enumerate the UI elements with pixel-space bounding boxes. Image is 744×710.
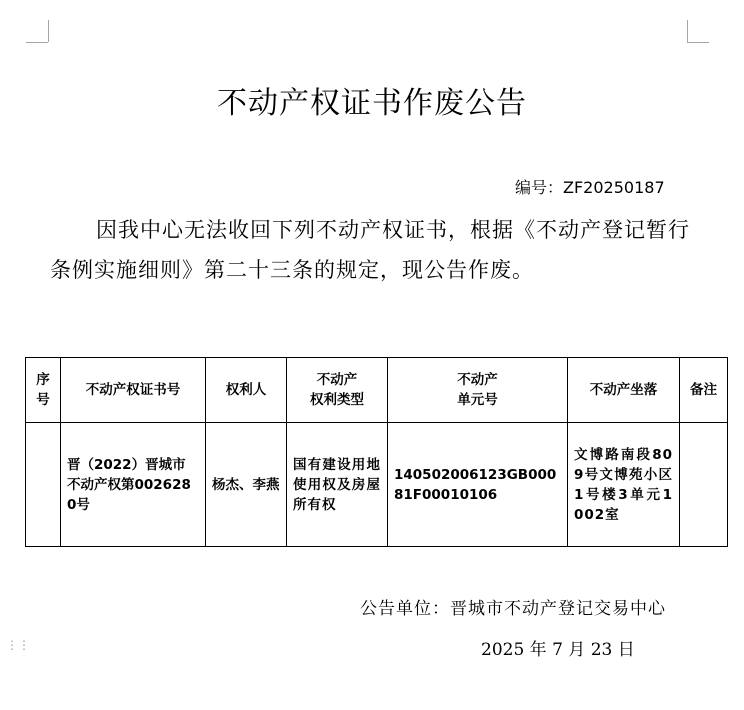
drag-handle-icon[interactable]: ⋮⋮ xyxy=(6,638,30,652)
issuer-label: 公告单位： xyxy=(360,599,450,619)
header-holder: 权利人 xyxy=(206,358,287,423)
crop-mark-top-left-vertical xyxy=(48,20,49,42)
document-number-value: ZF20250187 xyxy=(563,178,665,197)
header-seq: 序号 xyxy=(26,358,61,423)
document-title: 不动产权证书作废公告 xyxy=(217,86,527,121)
document-number-label: 编号： xyxy=(515,178,564,197)
cell-location: 文博路南段809号文博苑小区1号楼3单元1002室 xyxy=(568,423,680,547)
header-right-type: 不动产 权利类型 xyxy=(287,358,388,423)
issuer-name: 晋城市不动产登记交易中心 xyxy=(450,599,666,619)
header-remarks: 备注 xyxy=(680,358,728,423)
header-location: 不动产坐落 xyxy=(568,358,680,423)
announcement-body: 因我中心无法收回下列不动产权证书，根据《不动产登记暂行条例实施细则》第二十三条的规定，现公告作废。 xyxy=(50,218,690,282)
cell-cert-no: 晋（2022）晋城市不动产权第0026280号 xyxy=(61,423,206,547)
announcement-date: 2025 年 7 月 23 日 xyxy=(481,640,635,660)
issuer-line xyxy=(360,598,666,620)
crop-mark-top-right-vertical xyxy=(687,20,688,42)
header-cert-no: 不动产权证书号 xyxy=(61,358,206,423)
cell-unit-no: 140502006123GB00081F00010106 xyxy=(388,423,568,547)
cell-seq xyxy=(26,423,61,547)
header-unit-no: 不动产 单元号 xyxy=(388,358,568,423)
document-number xyxy=(515,178,665,198)
cell-right-type: 国有建设用地使用权及房屋所有权 xyxy=(287,423,388,547)
crop-mark-top-left-horizontal xyxy=(26,42,48,43)
cell-remarks xyxy=(680,423,728,547)
table-row xyxy=(26,423,728,547)
cell-holder: 杨杰、李燕 xyxy=(206,423,287,547)
certificate-table xyxy=(25,357,728,547)
crop-mark-top-right-horizontal xyxy=(687,42,709,43)
table-header-row xyxy=(26,358,728,423)
